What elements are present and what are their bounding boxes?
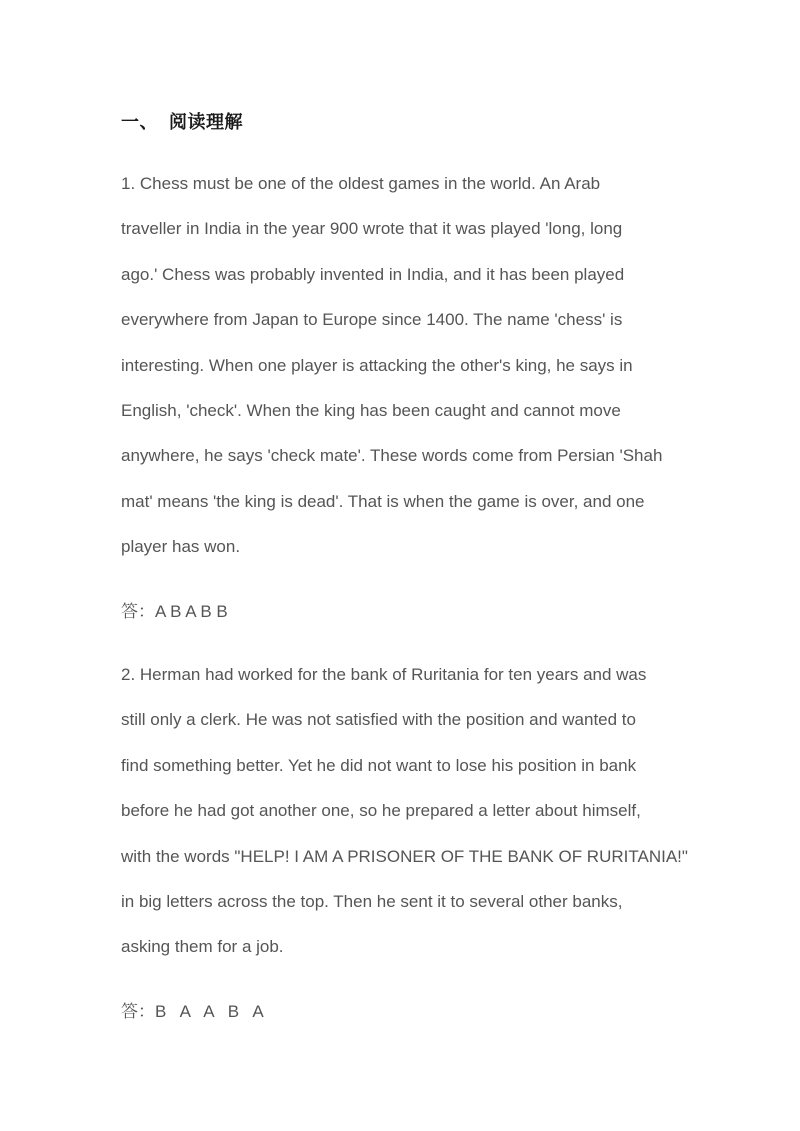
passage-1 [121, 171, 681, 580]
passage-line: before he had got another one, so he prepared a letter about himself, [121, 801, 641, 821]
passage-line: still only a clerk. He was not satisfied with the position and wanted to [121, 710, 636, 730]
answer-1: 答：A B A B B [121, 602, 228, 621]
passage-line: English, 'check'. When the king has been caught and cannot move [121, 400, 621, 420]
passage-line: player has won. [121, 537, 241, 557]
section-heading [121, 108, 243, 134]
section-title: 阅读理解 [169, 112, 243, 132]
passage-2 [121, 662, 688, 980]
passage-line: with the words "HELP! I AM A PRISONER OF THE BANK OF RURITANIA!" [121, 846, 688, 866]
passage-line: everywhere from Japan to Europe since 1400. The name 'chess' is [121, 310, 623, 330]
passage-line: asking them for a job. [121, 937, 284, 957]
passage-line: anywhere, he says 'check mate'. These words come from Persian 'Shah [121, 446, 663, 466]
section-number: 一、 [121, 112, 158, 132]
passage-line: traveller in India in the year 900 wrote that it was played 'long, long [121, 219, 623, 239]
passage-line: 2. Herman had worked for the bank of Ruritania for ten years and was [121, 665, 647, 684]
answer-2: 答：B A A B A [121, 1002, 264, 1021]
passage-line: mat' means 'the king is dead'. That is when the game is over, and one [121, 491, 645, 511]
passage-line: in big letters across the top. Then he sent it to several other banks, [121, 891, 623, 911]
passage-line: find something better. Yet he did not want to lose his position in bank [121, 755, 637, 775]
passage-line: 1. Chess must be one of the oldest games in the world. An Arab [121, 174, 601, 193]
passage-line: ago.' Chess was probably invented in India, and it has been played [121, 264, 625, 284]
passage-line: interesting. When one player is attacking the other's king, he says in [121, 355, 633, 375]
